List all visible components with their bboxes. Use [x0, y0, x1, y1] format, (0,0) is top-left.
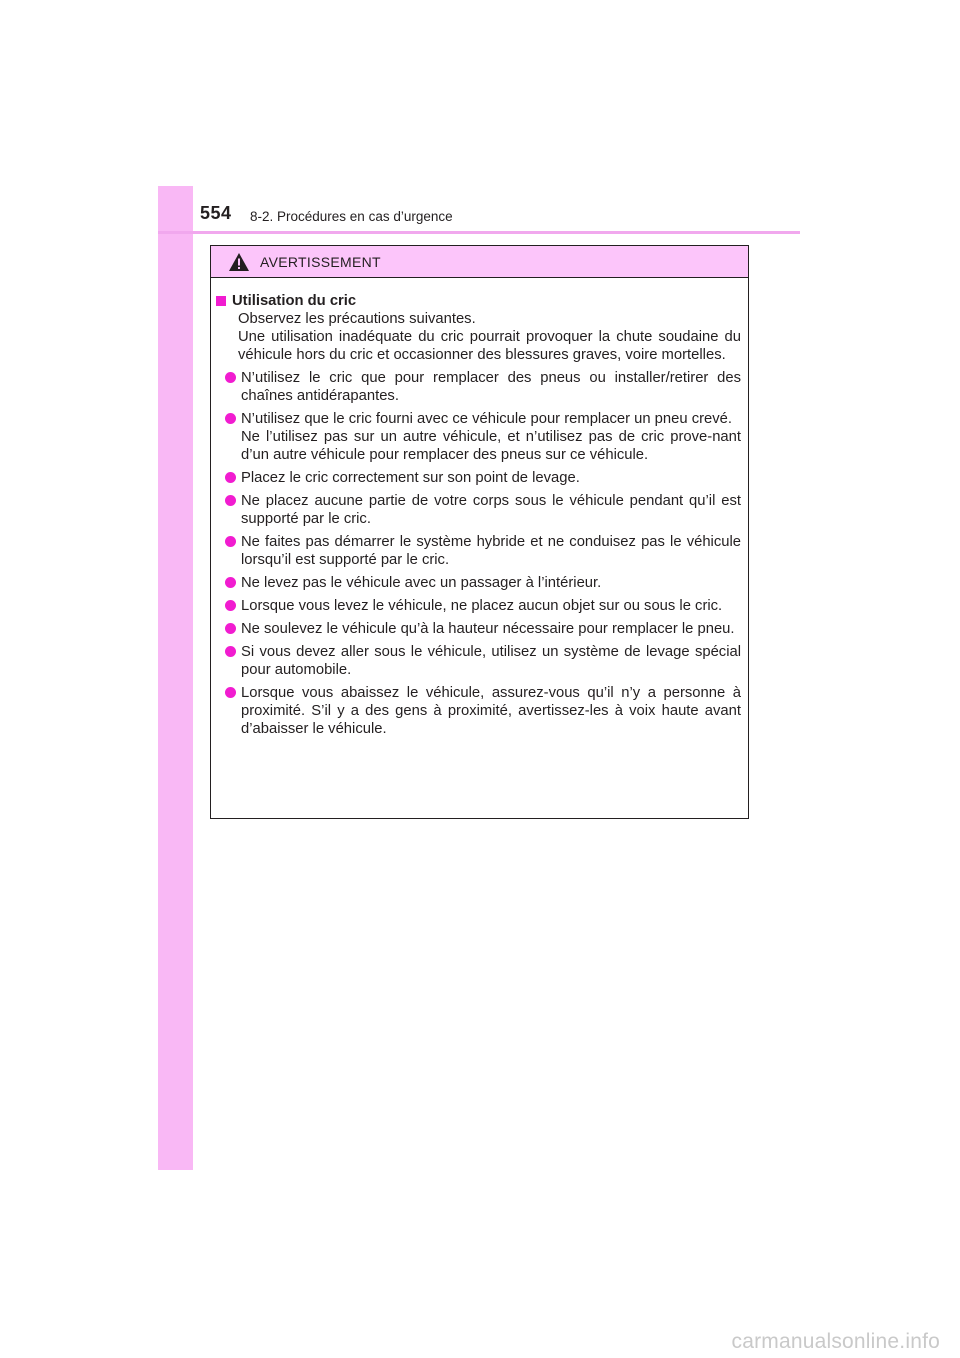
bullet-dot-icon	[225, 577, 236, 588]
bullet-item	[216, 492, 741, 528]
bullet-text	[241, 533, 741, 569]
warning-body	[211, 278, 748, 738]
bullet-dot-icon	[225, 472, 236, 483]
bullet-dot-icon	[225, 536, 236, 547]
intro-text	[238, 310, 741, 364]
bullet-text	[241, 620, 741, 638]
bullet-item	[216, 574, 741, 592]
bullet-dot-icon	[225, 413, 236, 424]
bullet-item	[216, 643, 741, 679]
bullet-paragraph: Ne placez aucune partie de votre corps sous le véhicule pendant qu’il est supporté par le cric.	[241, 493, 741, 527]
section-title: 8-2. Procédures en cas d’urgence	[250, 209, 453, 224]
intro-paragraph: Une utilisation inadéquate du cric pourrait provoquer la chute soudaine du véhicule hors du cric et occasionner des blessures graves, voire mortelles.	[238, 329, 741, 363]
warning-box	[210, 245, 749, 819]
bullet-paragraph: Lorsque vous levez le véhicule, ne placez aucun objet sur ou sous le cric.	[241, 598, 723, 614]
header-divider	[158, 231, 800, 234]
sub-heading-text: Utilisation du cric	[232, 293, 357, 309]
bullet-text	[241, 597, 741, 615]
warning-header	[211, 246, 748, 278]
bullet-text	[241, 643, 741, 679]
bullet-paragraph: N’utilisez que le cric fourni avec ce véhicule pour remplacer un pneu crevé.	[241, 411, 733, 427]
square-bullet-icon	[216, 296, 226, 306]
watermark: carmanualsonline.info	[731, 1330, 940, 1353]
bullet-dot-icon	[225, 646, 236, 657]
bullet-text	[241, 369, 741, 405]
bullet-text	[241, 492, 741, 528]
bullet-item	[216, 597, 741, 615]
bullet-list	[216, 369, 741, 738]
bullet-paragraph: Lorsque vous abaissez le véhicule, assurez-vous qu’il n’y a personne à proximité. S’il y a des gens à proximité, avertissez-les à voix haute avant d’abaisser le véhicule.	[241, 685, 741, 737]
bullet-item	[216, 533, 741, 569]
page-number: 554	[200, 203, 232, 223]
bullet-item	[216, 369, 741, 405]
bullet-text	[241, 410, 741, 464]
bullet-text	[241, 574, 741, 592]
intro-paragraph: Observez les précautions suivantes.	[238, 311, 476, 327]
bullet-paragraph: Ne faites pas démarrer le système hybride et ne conduisez pas le véhicule lorsqu’il est supporté par le cric.	[241, 534, 741, 568]
bullet-dot-icon	[225, 372, 236, 383]
bullet-item	[216, 684, 741, 738]
bullet-dot-icon	[225, 687, 236, 698]
sub-heading	[216, 292, 741, 310]
bullet-dot-icon	[225, 600, 236, 611]
bullet-text	[241, 469, 741, 487]
bullet-item	[216, 620, 741, 638]
bullet-paragraph: N’utilisez le cric que pour remplacer des pneus ou installer/retirer des chaînes antidérapantes.	[241, 370, 741, 404]
bullet-paragraph: Ne soulevez le véhicule qu’à la hauteur nécessaire pour remplacer le pneu.	[241, 621, 735, 637]
chapter-side-tab	[158, 186, 193, 1170]
bullet-paragraph: Ne levez pas le véhicule avec un passager à l’intérieur.	[241, 575, 602, 591]
bullet-paragraph: Placez le cric correctement sur son point de levage.	[241, 470, 580, 486]
bullet-item	[216, 469, 741, 487]
bullet-dot-icon	[225, 623, 236, 634]
warning-label: AVERTISSEMENT	[260, 253, 381, 270]
bullet-item	[216, 410, 741, 464]
bullet-dot-icon	[225, 495, 236, 506]
warning-triangle-icon	[228, 252, 250, 272]
bullet-text	[241, 684, 741, 738]
bullet-paragraph: Si vous devez aller sous le véhicule, utilisez un système de levage spécial pour automobile.	[241, 644, 741, 678]
bullet-paragraph: Ne l’utilisez pas sur un autre véhicule, et n’utilisez pas de cric prove-nant d’un autre véhicule pour remplacer des pneus sur ce véhicule.	[241, 429, 741, 463]
